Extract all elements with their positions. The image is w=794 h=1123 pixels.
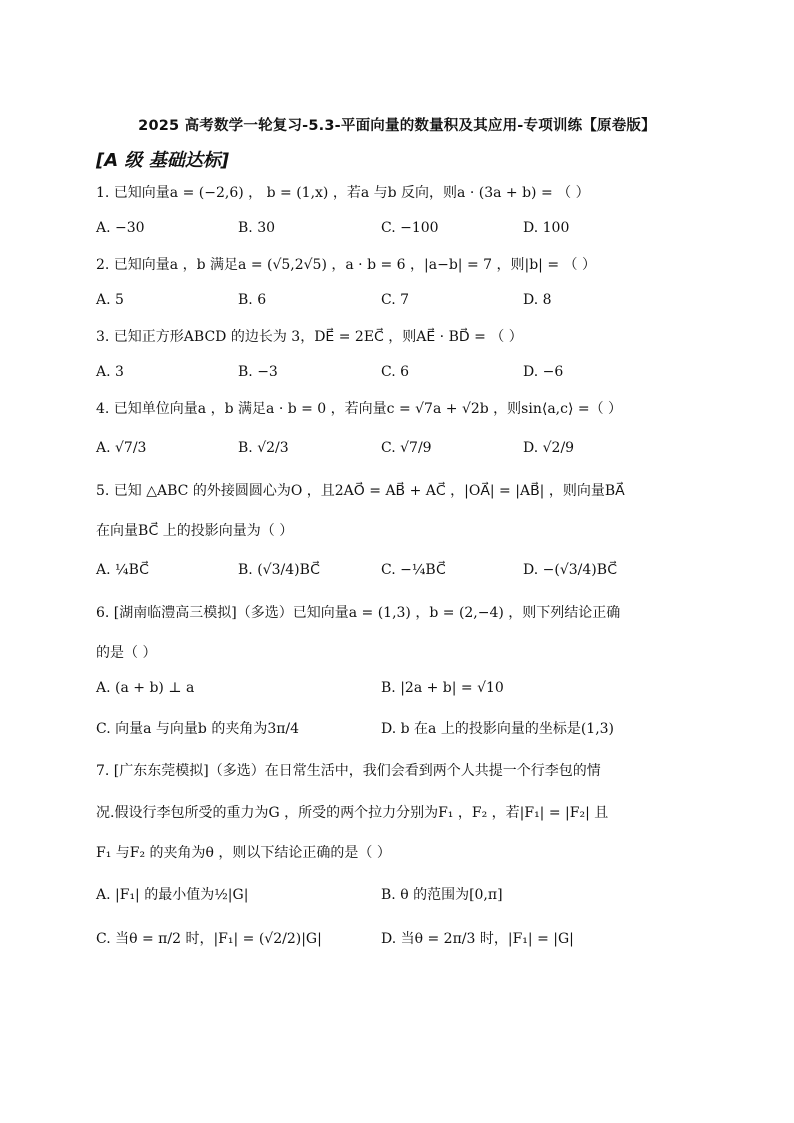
question-7-option-a: A. |F₁| 的最小值为½|G| xyxy=(96,887,249,903)
question-2-option-d: D. 8 xyxy=(523,292,552,308)
question-3-stem: 3. 已知正方形ABCD 的边长为 3，DE⃗ = 2EC⃗ ，则AE⃗ · BD⃗ = （ ） xyxy=(96,329,523,345)
question-1-option-c: C. −100 xyxy=(381,220,439,236)
question-5-option-c: C. −¼BC⃗ xyxy=(381,562,446,578)
section-heading: [A 级 基础达标] xyxy=(96,150,229,171)
question-4-option-a: A. √7/3 xyxy=(96,440,147,456)
question-2-option-c: C. 7 xyxy=(381,292,410,308)
question-6-option-c: C. 向量a 与向量b 的夹角为3π/4 xyxy=(96,721,300,737)
question-3-option-b: B. −3 xyxy=(238,364,278,380)
question-1-option-a: A. −30 xyxy=(96,220,145,236)
question-4-option-b: B. √2/3 xyxy=(238,440,289,456)
question-1-stem: 1. 已知向量a = (−2,6) ， b = (1,x) ，若a 与b 反向，则a · (3a + b) = （ ） xyxy=(96,185,590,201)
question-1-option-d: D. 100 xyxy=(523,220,570,236)
question-7-stem-line-2: 况.假设行李包所受的重力为G ，所受的两个拉力分别为F₁ ，F₂ ，若|F₁| = |F₂| 且 xyxy=(96,805,609,821)
question-5-stem-line-1: 5. 已知 △ABC 的外接圆圆心为O ，且2AO⃗ = AB⃗ + AC⃗ ，|OA⃗| = |AB⃗| ，则向量BA⃗ xyxy=(96,483,625,499)
question-4-option-c: C. √7/9 xyxy=(381,440,432,456)
question-6-stem-line-2: 的是（ ） xyxy=(96,645,157,661)
question-5-stem-line-2: 在向量BC⃗ 上的投影向量为（ ） xyxy=(96,523,294,539)
question-3-option-d: D. −6 xyxy=(523,364,564,380)
question-5-option-b: B. (√3/4)BC⃗ xyxy=(238,562,320,578)
question-2-option-a: A. 5 xyxy=(96,292,124,308)
question-3-option-c: C. 6 xyxy=(381,364,410,380)
question-1-option-b: B. 30 xyxy=(238,220,276,236)
question-7-stem-line-1: 7. [广东东莞模拟]（多选）在日常生活中，我们会看到两个人共提一个行李包的情 xyxy=(96,763,601,779)
question-2-stem: 2. 已知向量a ，b 满足a = (√5,2√5) ，a · b = 6 ，|a−b| = 7 ，则|b| = （ ） xyxy=(96,257,596,273)
question-2-option-b: B. 6 xyxy=(238,292,267,308)
question-5-option-a: A. ¼BC⃗ xyxy=(96,562,149,578)
question-5-option-d: D. −(√3/4)BC⃗ xyxy=(523,562,618,578)
question-7-option-b: B. θ 的范围为[0,π] xyxy=(381,887,503,903)
question-6-option-a: A. (a + b) ⊥ a xyxy=(96,680,195,696)
question-4-stem: 4. 已知单位向量a ，b 满足a · b = 0 ，若向量c = √7a + √2b ，则sin⟨a,c⟩ =（ ） xyxy=(96,401,623,417)
document-title: 2025 高考数学一轮复习-5.3-平面向量的数量积及其应用-专项训练【原卷版】 xyxy=(138,118,656,134)
question-7-option-c: C. 当θ = π/2 时，|F₁| = (√2/2)|G| xyxy=(96,931,322,947)
question-7-option-d: D. 当θ = 2π/3 时，|F₁| = |G| xyxy=(381,931,574,947)
question-7-stem-line-3: F₁ 与F₂ 的夹角为θ ，则以下结论正确的是（ ） xyxy=(96,845,391,861)
question-6-stem-line-1: 6. [湖南临澧高三模拟]（多选）已知向量a = (1,3) ，b = (2,−4) ，则下列结论正确 xyxy=(96,605,621,621)
question-3-option-a: A. 3 xyxy=(96,364,124,380)
question-6-option-b: B. |2a + b| = √10 xyxy=(381,680,504,696)
question-6-option-d: D. b 在a 上的投影向量的坐标是(1,3) xyxy=(381,721,615,737)
question-4-option-d: D. √2/9 xyxy=(523,440,575,456)
